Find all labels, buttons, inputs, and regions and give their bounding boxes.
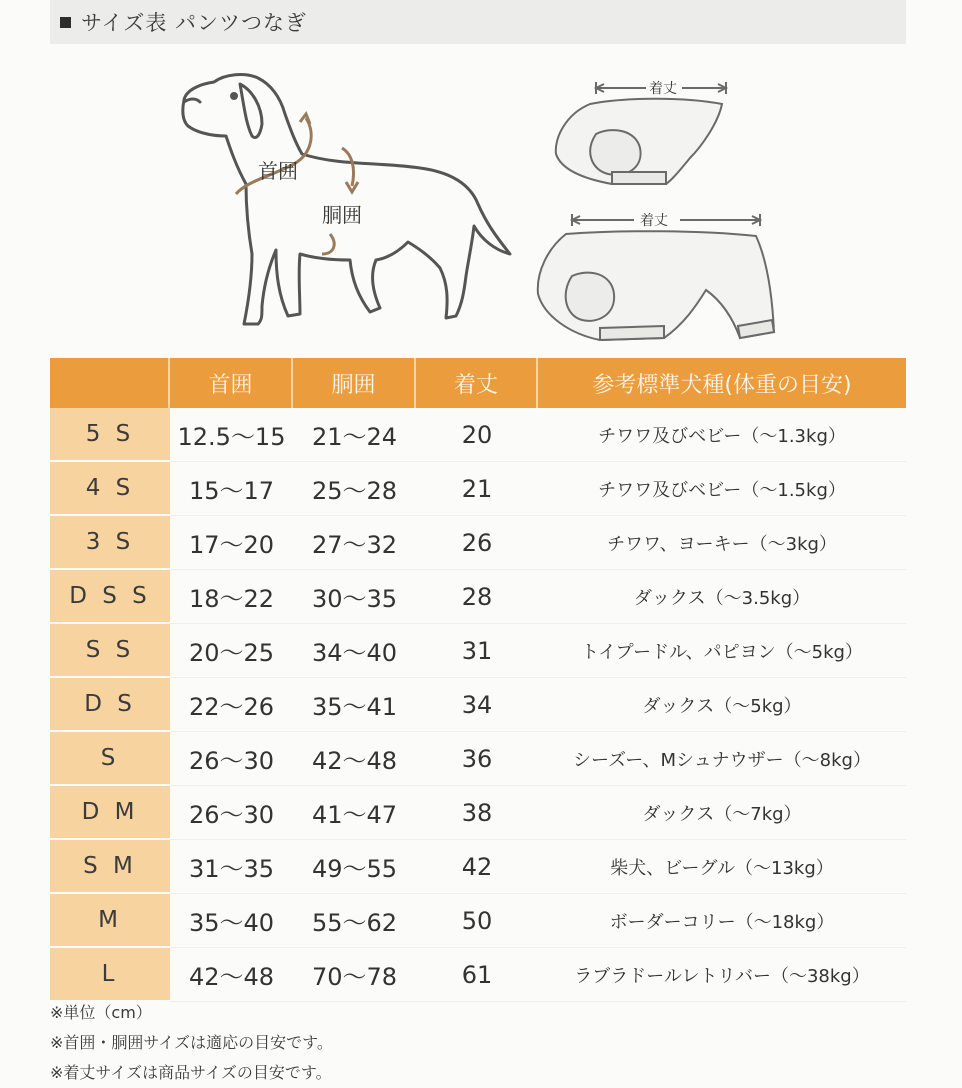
breed-cell: トイプードル、パピヨン（～5kg）: [538, 624, 906, 678]
chest-cell: 30～35: [293, 570, 416, 624]
table-header-row: [50, 358, 906, 408]
length-cell: 38: [416, 786, 538, 840]
breed-cell: 柴犬、ビーグル（～13kg）: [538, 840, 906, 894]
length-cell: 61: [416, 948, 538, 1002]
size-cell: 3 S: [50, 516, 170, 570]
size-table: [50, 358, 906, 1002]
table-row: [50, 624, 906, 678]
breed-cell: ダックス（～3.5kg）: [538, 570, 906, 624]
neck-cell: 15～17: [170, 462, 293, 516]
length-cell: 34: [416, 678, 538, 732]
header-chest: 胴囲: [293, 358, 416, 408]
table-row: [50, 732, 906, 786]
table-row: [50, 462, 906, 516]
chest-arrow-icon: [322, 148, 358, 254]
table-row: [50, 786, 906, 840]
note-unit: ※単位（cm）: [50, 1003, 152, 1022]
breed-cell: ダックス（～5kg）: [538, 678, 906, 732]
size-illustration: [0, 44, 962, 356]
length-cell: 20: [416, 408, 538, 462]
size-cell: D S: [50, 678, 170, 732]
section-header: [50, 0, 906, 44]
header-breed: 参考標準犬種(体重の目安): [538, 358, 906, 408]
footnotes: [50, 998, 333, 1088]
length-cell: 28: [416, 570, 538, 624]
neck-cell: 20～25: [170, 624, 293, 678]
table-row: [50, 678, 906, 732]
chest-cell: 21～24: [293, 408, 416, 462]
neck-cell: 17～20: [170, 516, 293, 570]
table-row: [50, 516, 906, 570]
page-title: サイズ表 パンツつなぎ: [81, 11, 307, 35]
neck-cell: 12.5～15: [170, 408, 293, 462]
size-cell: D S S: [50, 570, 170, 624]
breed-cell: シーズー、Mシュナウザー（～8kg）: [538, 732, 906, 786]
breed-cell: チワワ及びベビー（～1.3kg）: [538, 408, 906, 462]
neck-label: 首囲: [258, 159, 298, 183]
note-length: ※着丈サイズは商品サイズの目安です。: [50, 1063, 332, 1082]
chest-cell: 35～41: [293, 678, 416, 732]
header-length: 着丈: [416, 358, 538, 408]
length-cell: 26: [416, 516, 538, 570]
chest-cell: 70～78: [293, 948, 416, 1002]
neck-cell: 26～30: [170, 786, 293, 840]
size-cell: S: [50, 732, 170, 786]
size-cell: M: [50, 894, 170, 948]
length-cell: 42: [416, 840, 538, 894]
length-cell: 31: [416, 624, 538, 678]
breed-cell: ボーダーコリー（～18kg）: [538, 894, 906, 948]
chest-cell: 25～28: [293, 462, 416, 516]
chest-cell: 34～40: [293, 624, 416, 678]
length-cell: 21: [416, 462, 538, 516]
neck-cell: 26～30: [170, 732, 293, 786]
size-cell: 4 S: [50, 462, 170, 516]
neck-cell: 35～40: [170, 894, 293, 948]
table-row: [50, 948, 906, 1002]
chest-cell: 49～55: [293, 840, 416, 894]
length-label-top: 着丈: [649, 81, 677, 97]
neck-cell: 22～26: [170, 678, 293, 732]
table-row: [50, 894, 906, 948]
table-row: [50, 840, 906, 894]
size-cell: S M: [50, 840, 170, 894]
breed-cell: チワワ、ヨーキー（～3kg）: [538, 516, 906, 570]
length-label-bottom: 着丈: [640, 213, 668, 229]
length-cell: 50: [416, 894, 538, 948]
neck-cell: 18～22: [170, 570, 293, 624]
size-cell: S S: [50, 624, 170, 678]
dog-icon: [183, 75, 510, 324]
breed-cell: ラブラドールレトリバー（～38kg）: [538, 948, 906, 1002]
square-bullet-icon: [60, 17, 71, 28]
chest-cell: 41～47: [293, 786, 416, 840]
garment-top-icon: [556, 82, 726, 184]
size-cell: 5 S: [50, 408, 170, 462]
length-cell: 36: [416, 732, 538, 786]
header-size: [50, 358, 170, 408]
chest-label: 胴囲: [322, 203, 362, 227]
size-cell: D M: [50, 786, 170, 840]
neck-cell: 31～35: [170, 840, 293, 894]
table-row: [50, 408, 906, 462]
chest-cell: 55～62: [293, 894, 416, 948]
breed-cell: チワワ及びベビー（～1.5kg）: [538, 462, 906, 516]
header-neck: 首囲: [170, 358, 293, 408]
table-row: [50, 570, 906, 624]
garment-bottom-icon: [538, 214, 774, 340]
breed-cell: ダックス（～7kg）: [538, 786, 906, 840]
size-cell: L: [50, 948, 170, 1002]
chest-cell: 42～48: [293, 732, 416, 786]
chest-cell: 27～32: [293, 516, 416, 570]
neck-cell: 42～48: [170, 948, 293, 1002]
note-fit: ※首囲・胴囲サイズは適応の目安です。: [50, 1033, 333, 1052]
